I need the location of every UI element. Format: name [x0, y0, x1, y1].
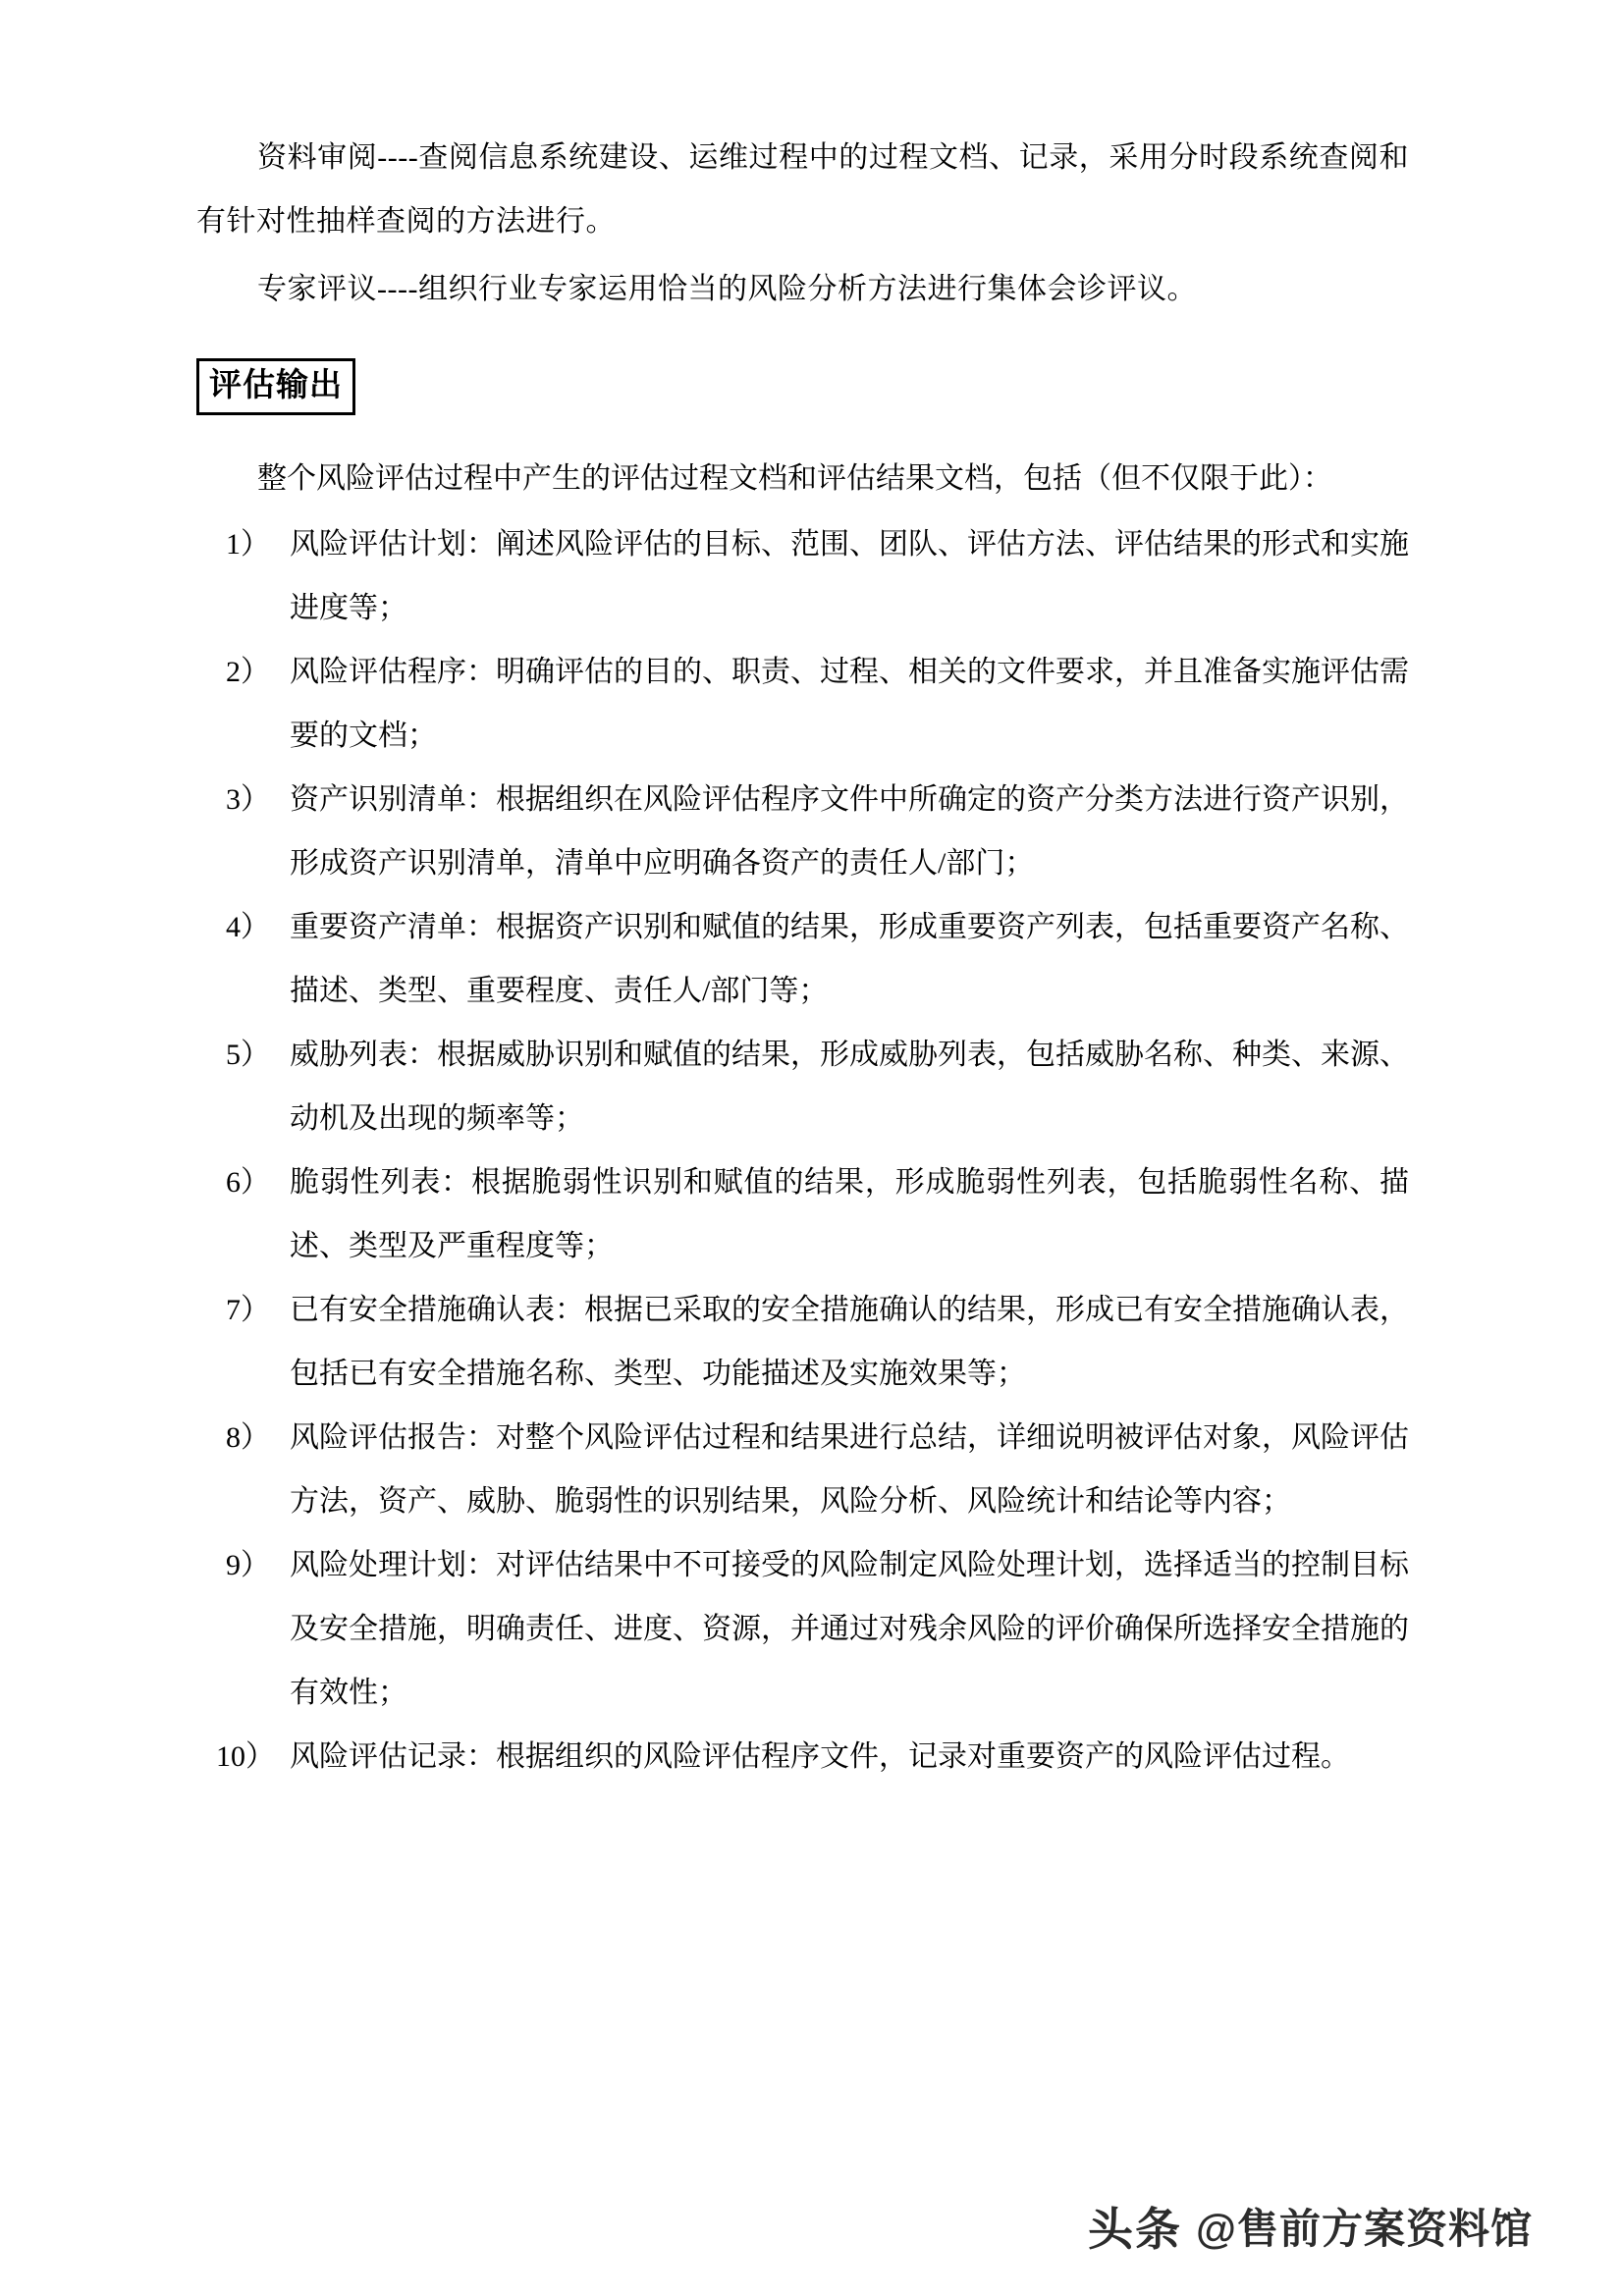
list-item-marker: 9） [226, 1549, 270, 1581]
list-item-text: 资产识别清单：根据组织在风险评估程序文件中所确定的资产分类方法进行资产识别，形成资产识别清单，清单中应明确各资产的责任人/部门； [290, 783, 1409, 880]
section-heading-wrapper [196, 358, 1409, 421]
list-item-marker: 1） [226, 528, 270, 561]
list-item-marker: 5） [226, 1039, 270, 1071]
list-item-marker: 3） [226, 783, 270, 816]
list-item-marker: 8） [226, 1421, 270, 1454]
watermark-handle: @售前方案资料馆 [1196, 2206, 1533, 2252]
list-item-marker: 4） [226, 911, 270, 943]
list-item-marker: 2） [226, 656, 270, 688]
list-item-text: 风险评估记录：根据组织的风险评估程序文件，记录对重要资产的风险评估过程。 [290, 1740, 1350, 1773]
list-item-text: 威胁列表：根据威胁识别和赋值的结果，形成威胁列表，包括威胁名称、种类、来源、动机及出现的频率等； [290, 1039, 1409, 1135]
list-item [196, 768, 1409, 895]
list-item [196, 1150, 1409, 1278]
list-item-text: 风险评估程序：明确评估的目的、职责、过程、相关的文件要求，并且准备实施评估需要的文档； [290, 656, 1409, 752]
list-item [196, 1533, 1409, 1725]
list-item [196, 1023, 1409, 1150]
list-item [196, 1725, 1409, 1789]
list-item [196, 1406, 1409, 1533]
list-item-text: 重要资产清单：根据资产识别和赋值的结果，形成重要资产列表，包括重要资产名称、描述、类型、重要程度、责任人/部门等； [290, 911, 1409, 1007]
list-item-text: 风险评估计划：阐述风险评估的目标、范围、团队、评估方法、评估结果的形式和实施进度等； [290, 528, 1409, 624]
section-heading-assessment-output: 评估输出 [196, 358, 355, 415]
list-item-text: 已有安全措施确认表：根据已采取的安全措施确认的结果，形成已有安全措施确认表，包括已有安全措施名称、类型、功能描述及实施效果等； [290, 1294, 1409, 1390]
document-content [196, 126, 1409, 1789]
paragraph-expert-review: 专家评议----组织行业专家运用恰当的风险分析方法进行集体会诊评议。 [257, 273, 1197, 305]
assessment-output-list [196, 512, 1409, 1789]
paragraph-data-review: 资料审阅----查阅信息系统建设、运维过程中的过程文档、记录，采用分时段系统查阅和有针对性抽样查阅的方法进行。 [196, 141, 1409, 238]
list-item-text: 风险评估报告：对整个风险评估过程和结果进行总结，详细说明被评估对象，风险评估方法，资产、威胁、脆弱性的识别结果，风险分析、风险统计和结论等内容； [290, 1421, 1409, 1518]
watermark [1088, 2194, 1533, 2259]
list-item-text: 脆弱性列表：根据脆弱性识别和赋值的结果，形成脆弱性列表，包括脆弱性名称、描述、类型及严重程度等； [290, 1166, 1409, 1262]
list-item-marker: 6） [226, 1166, 270, 1199]
watermark-logo-text: 头条 [1088, 2204, 1183, 2255]
list-item [196, 640, 1409, 768]
list-item-marker: 7） [226, 1294, 270, 1326]
list-item-text: 风险处理计划：对评估结果中不可接受的风险制定风险处理计划，选择适当的控制目标及安全措施，明确责任、进度、资源，并通过对残余风险的评价确保所选择安全措施的有效性； [290, 1549, 1409, 1709]
list-item [196, 1278, 1409, 1406]
list-item-marker: 10） [216, 1740, 275, 1773]
list-item [196, 512, 1409, 640]
list-lead-text: 整个风险评估过程中产生的评估过程文档和评估结果文档，包括（但不仅限于此）： [257, 462, 1332, 495]
list-item [196, 895, 1409, 1023]
